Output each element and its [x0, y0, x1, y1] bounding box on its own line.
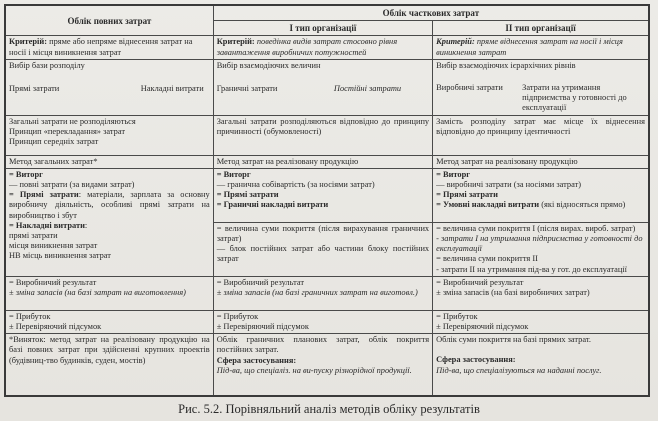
revenue-type1	[213, 168, 432, 222]
production-result-label: = Виробничий результат	[9, 277, 97, 287]
method-type1: Метод затрат на реалізовану продукцію	[213, 155, 432, 168]
revenue-full	[5, 168, 213, 276]
production-result-type2	[433, 276, 649, 310]
production-result-full	[5, 276, 213, 310]
direct-costs-label: = Прямі затрати	[216, 190, 279, 200]
scope-label: Сфера застосування:	[436, 355, 516, 365]
base-full-left: Прямі затрати	[9, 84, 60, 94]
profit-full	[5, 310, 213, 333]
base-full	[5, 59, 213, 115]
profit-label: = Прибуток	[9, 311, 51, 321]
header-type1: I тип організації	[213, 21, 432, 36]
base-type2-left: Виробничі затрати	[436, 83, 503, 93]
overhead-colon: :	[84, 220, 88, 230]
coverage-type2	[433, 222, 649, 276]
coverage-line: — блок постійних затрат або частини блоку постійних затрат	[216, 244, 430, 264]
revenue-label: = Виторг	[436, 169, 471, 179]
coverage-line: = величина суми покриття (після вирахування граничних затрат)	[216, 223, 430, 244]
base-type2	[433, 59, 649, 115]
overhead-item: прямі затрати	[9, 231, 58, 241]
revenue-label: = Виторг	[216, 169, 251, 179]
method-full: Метод загальних затрат*	[5, 155, 213, 168]
base-full-title: Вибір бази розподілу	[9, 60, 85, 70]
revenue-note: — виробничі затрати (за носіями затрат)	[436, 180, 582, 190]
comparison-table	[4, 4, 650, 397]
header-type2: II тип організації	[433, 21, 649, 36]
criteria-label: Критерій:	[9, 37, 47, 47]
type2-description: Облік суми покриття на базі прямих затрат.	[436, 335, 591, 345]
figure-caption: Рис. 5.2. Порівняльний аналіз методів обліку результатів	[178, 402, 480, 416]
criteria-full	[5, 36, 213, 59]
check-total: ± Перевіряючий підсумок	[436, 322, 529, 332]
principle-type1	[213, 115, 432, 155]
production-result-label: = Виробничий результат	[216, 277, 305, 287]
production-result-type1	[213, 276, 432, 310]
revenue-label: = Виторг	[9, 169, 43, 179]
footer-type1	[213, 334, 432, 396]
criteria-type1-text: поведінка видів затрат стосовно рівня завантаження виробничих потужностей	[216, 37, 398, 57]
criteria-type2-text: пряме віднесення затрат на носії і місця виникнення затрат	[436, 37, 623, 57]
coverage-line: - затрати I на утримання підприємства у готовності до експлуатації	[436, 234, 643, 254]
production-result-label: = Виробничий результат	[436, 277, 524, 287]
overhead-note: (які відносяться прямо)	[539, 200, 626, 210]
principle-type2-text: Замість розподілу затрат має місце їх віднесення відповідно до принципу ідентичності	[436, 116, 645, 136]
coverage-line: = величина суми покриття I (після вирах. вироб. затрат)	[436, 223, 636, 233]
overhead-label: = Накладні витрати	[9, 220, 85, 230]
base-type1-right: Постійні затрати	[333, 84, 402, 94]
overhead-label: = Граничні накладні витрати	[216, 200, 329, 210]
overhead-item: місця виникнення затрат	[9, 241, 98, 251]
criteria-label: Критерій:	[216, 37, 255, 47]
type1-scope: Під-ва, що спеціаліз. на ви-пуску різнорідної продукції.	[216, 365, 412, 375]
type1-description: Облік граничних планових затрат, облік покриття постійних затрат.	[216, 335, 430, 355]
profit-label: = Прибуток	[216, 311, 259, 321]
criteria-type2	[433, 36, 649, 59]
check-total: ± Перевіряючий підсумок	[216, 322, 309, 332]
direct-costs-label: = Прямі затрати	[436, 190, 498, 200]
criteria-type1	[213, 36, 432, 59]
direct-costs-label: = Прямі затрати	[9, 190, 79, 200]
base-type1	[213, 59, 432, 115]
footer-type2	[433, 334, 649, 396]
type2-scope: Під-ва, що спеціалізуються на наданні послуг.	[436, 365, 602, 375]
inventory-change: ± зміна запасів (на базі виробничих затрат)	[436, 288, 590, 298]
footnote-full: *Виняток: метод затрат на реалізовану продукцію на базі повних затрат при здійсненні крупних проектів (будівниц-тво будинків, суден, мостів)	[5, 334, 213, 396]
overhead-label: = Умовні накладні витрати	[436, 200, 540, 210]
criteria-full-text: пряме або непряме віднесення затрат на носії і місця виникнення затрат	[9, 37, 193, 57]
coverage-line: - затрати II на утримання під-ва у гот. до експлуатації	[436, 264, 627, 274]
method-type2: Метод затрат на реалізовану продукцію	[433, 155, 649, 168]
base-type1-title: Вибір взаємодіючих величин	[216, 60, 321, 70]
overhead-item: НВ місць виникнення затрат	[9, 251, 111, 261]
principle-full	[5, 115, 213, 155]
inventory-change: ± зміна запасів (на базі затрат на виготовлення)	[9, 288, 186, 298]
direct-costs-note: : матеріали, зарплата за основну виробничу діяльність, особливі прямі затрати на виробництво і збут	[9, 190, 210, 220]
profit-type1	[213, 310, 432, 333]
principle-line: Принцип середніх затрат	[9, 137, 99, 147]
revenue-note: — гранична собівартість (за носіями затрат)	[216, 180, 375, 190]
base-full-right: Накладні витрати	[140, 84, 204, 94]
inventory-change: ± зміна запасів (на базі граничних затрат на виготовл.)	[216, 288, 418, 298]
header-full-costing: Облік повних затрат	[5, 5, 213, 36]
revenue-note: — повні затрати (за видами затрат)	[9, 180, 135, 190]
profit-type2	[433, 310, 649, 333]
coverage-line: = величина суми покриття II	[436, 254, 538, 264]
principle-type2	[433, 115, 649, 155]
profit-label: = Прибуток	[436, 311, 478, 321]
base-type2-right: Затрати на утримання підприємства у готовності до експлуатації	[522, 83, 627, 113]
coverage-type1	[213, 222, 432, 276]
criteria-label: Критерій:	[436, 37, 475, 47]
check-total: ± Перевіряючий підсумок	[9, 322, 102, 332]
revenue-type2	[433, 168, 649, 222]
base-type1-left: Граничні затрати	[216, 84, 278, 94]
principle-type1-text: Загальні затрати розподіляються відповідно до принципу причинності (обумовленості)	[216, 116, 430, 136]
scope-label: Сфера застосування:	[216, 355, 297, 365]
header-partial-costing: Облік часткових затрат	[213, 5, 649, 21]
principle-line: Загальні затрати не розподіляються	[9, 116, 136, 126]
base-type2-title: Вибір взаємодіючих ієрархічних рівнів	[436, 60, 576, 70]
principle-line: Принцип «перекладання» затрат	[9, 126, 125, 136]
